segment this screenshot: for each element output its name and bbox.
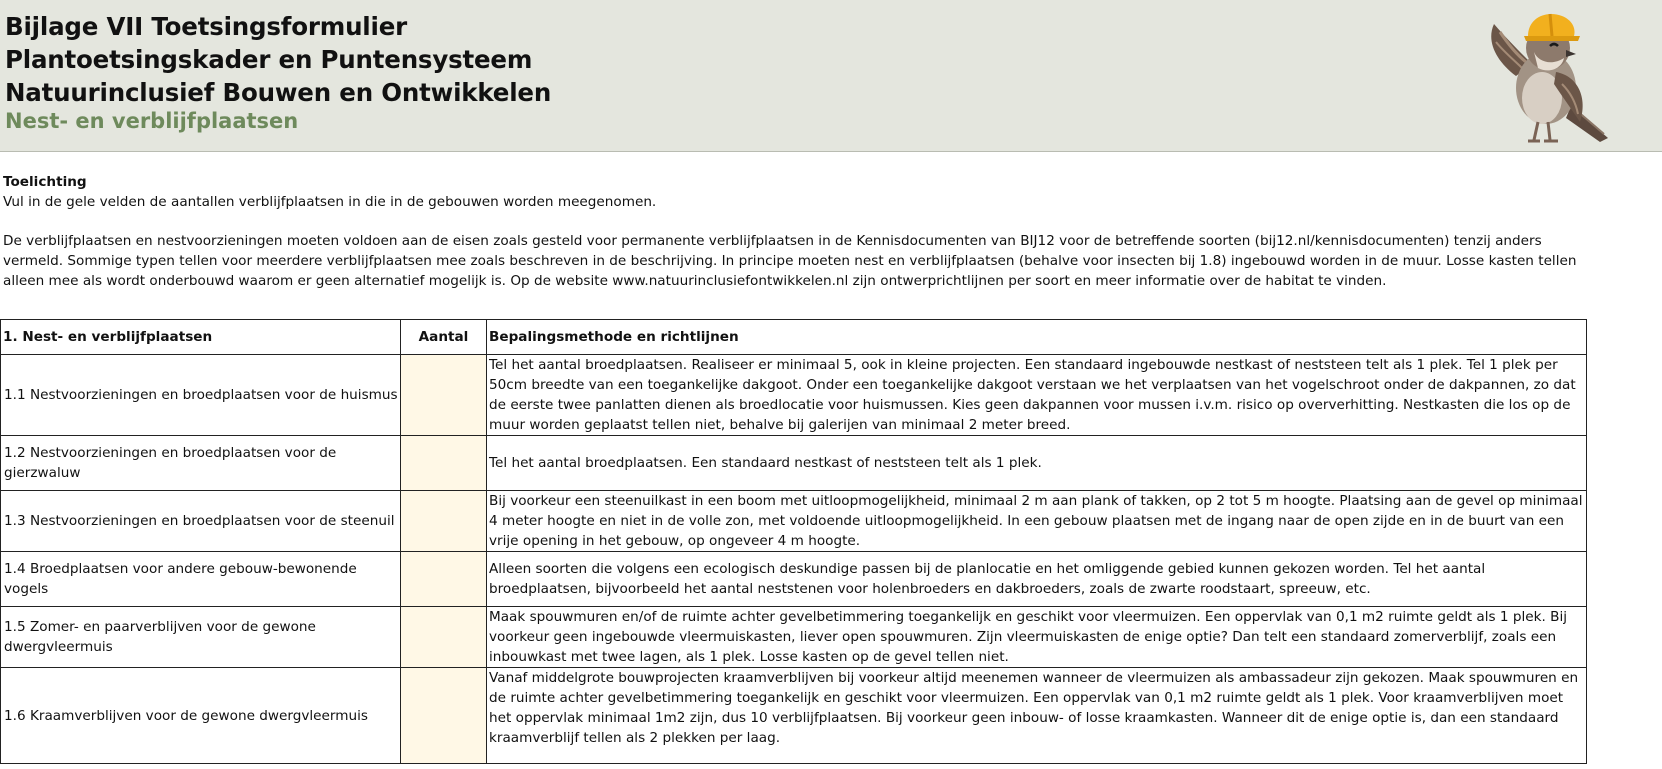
row-description: Vanaf middelgrote bouwprojecten kraamverblijven bij voorkeur altijd meenemen wanneer de vleermuizen als ambassadeur zijn gekozen. Maak spouwmuren en de ruimte achter gevelbetimmering toegankelijk en geschikt voor vleermuizen. Een oppervlak van 0,1 m2 ruimte geldt als 1 plek. Voor kraamverblijven moet het oppervlak minimaal 1m2 zijn, dus 10 verblijfplaatsen. Bij voorkeur geen inbouw- of losse kraamkasten. Wanneer dit de enige optie is, dan een standaard kraamverblijf tellen als 2 plekken per laag. bbox=[487, 668, 1587, 764]
table-row bbox=[1, 607, 1587, 668]
row-description: Tel het aantal broedplaatsen. Realiseer er minimaal 5, ook in kleine projecten. Een standaard ingebouwde nestkast of neststeen telt als 1 plek. Tel 1 plek per 50cm breedte van een toegankelijke dakgoot. Onder een toegankelijke dakgoot verstaan we het verplaatsen van het vogelschroot onder de dakpannen, zo dat de eerste twee panlatten dienen als broedlocatie voor huismussen. Kies geen dakpannen voor mussen i.v.m. risico op oververhitting. Nestkasten die los op de muur worden geplaatst tellen niet, behalve bij galerijen van minimaal 2 meter breed. bbox=[487, 355, 1587, 436]
table-row bbox=[1, 552, 1587, 607]
table-row bbox=[1, 491, 1587, 552]
intro-instruction: Vul in de gele velden de aantallen verblijfplaatsen in die in de gebouwen worden meegenomen. bbox=[3, 194, 657, 210]
row-description: Alleen soorten die volgens een ecologisch deskundige passen bij de planlocatie en het omliggende gebied kunnen gekozen worden. Tel het aantal broedplaatsen, bijvoorbeeld het aantal neststenen voor holenbroeders en dakbroeders, zoals de zwarte roodstaart, spreeuw, etc. bbox=[487, 552, 1587, 607]
row-description: Maak spouwmuren en/of de ruimte achter gevelbetimmering toegankelijk en geschikt voor vleermuizen. Een oppervlak van 0,1 m2 ruimte geldt als 1 plek. Bij voorkeur geen ingebouwde vleermuiskasten, liever open spouwmuren. Zijn vleermuiskasten de enige optie? Dan telt een standaard zomerverblijf, zoals een inbouwkast met twee lagen, als 1 plek. Losse kasten op de gevel tellen niet. bbox=[487, 607, 1587, 668]
table-row bbox=[1, 355, 1587, 436]
table-row bbox=[1, 436, 1587, 491]
page-title-line-3: Natuurinclusief Bouwen en Ontwikkelen bbox=[5, 78, 552, 107]
page-title-line-1: Bijlage VII Toetsingsformulier bbox=[5, 12, 408, 41]
row-description: Tel het aantal broedplaatsen. Een standaard nestkast of neststeen telt als 1 plek. bbox=[487, 436, 1587, 491]
row-label: 1.1 Nestvoorzieningen en broedplaatsen voor de huismus bbox=[1, 355, 401, 436]
intro-section bbox=[3, 172, 1603, 291]
aantal-input-cell[interactable] bbox=[401, 607, 487, 668]
table-header-row bbox=[1, 320, 1587, 355]
column-header-item: 1. Nest- en verblijfplaatsen bbox=[1, 320, 401, 355]
row-label: 1.3 Nestvoorzieningen en broedplaatsen voor de steenuil bbox=[1, 491, 401, 552]
page-title-line-2: Plantoetsingskader en Puntensysteem bbox=[5, 45, 533, 74]
aantal-input-cell[interactable] bbox=[401, 355, 487, 436]
intro-paragraph: De verblijfplaatsen en nestvoorzieningen moeten voldoen aan de eisen zoals gesteld voor permanente verblijfplaatsen in de Kennisdocumenten van BIJ12 voor de betreffende soorten (bij12.nl/kennisdocumenten) tenzij anders vermeld. Sommige typen tellen voor meerdere verblijfplaatsen mee zoals beschreven in de beschrijving. In principe moeten nest en verblijfplaatsen (behalve voor insecten bij 1.8) ingebouwd worden in de muur. Losse kasten tellen alleen mee als wordt onderbouwd waarom er geen alternatief mogelijk is. Op de website www.natuurinclusiefontwikkelen.nl zijn ontwerprichtlijnen per soort en meer informatie over de habitat te vinden. bbox=[3, 233, 1577, 289]
row-label: 1.2 Nestvoorzieningen en broedplaatsen voor de gierzwaluw bbox=[1, 436, 401, 491]
row-label: 1.6 Kraamverblijven voor de gewone dwergvleermuis bbox=[1, 668, 401, 764]
page-subtitle: Nest- en verblijfplaatsen bbox=[5, 109, 299, 133]
aantal-input-cell[interactable] bbox=[401, 668, 487, 764]
row-label: 1.5 Zomer- en paarverblijven voor de gewone dwergvleermuis bbox=[1, 607, 401, 668]
column-header-aantal: Aantal bbox=[401, 320, 487, 355]
header-band bbox=[0, 0, 1662, 152]
column-header-description: Bepalingsmethode en richtlijnen bbox=[487, 320, 1587, 355]
row-label: 1.4 Broedplaatsen voor andere gebouw-bewonende vogels bbox=[1, 552, 401, 607]
aantal-input-cell[interactable] bbox=[401, 552, 487, 607]
aantal-input-cell[interactable] bbox=[401, 491, 487, 552]
row-description: Bij voorkeur een steenuilkast in een boom met uitloopmogelijkheid, minimaal 2 m aan plank of takken, op 2 tot 5 m hoogte. Plaatsing aan de gevel op minimaal 4 meter hoogte en niet in de volle zon, met voldoende uitloopmogelijkheid. In een gebouw plaatsen met de ingang naar de open zijde en in de buurt van een vrije opening in het gebouw, op ongeveer 4 m hoogte. bbox=[487, 491, 1587, 552]
places-table bbox=[0, 319, 1587, 764]
table-row bbox=[1, 668, 1587, 764]
intro-heading: Toelichting bbox=[3, 174, 87, 190]
aantal-input-cell[interactable] bbox=[401, 436, 487, 491]
sparrow-with-hardhat-icon bbox=[1476, 6, 1626, 148]
